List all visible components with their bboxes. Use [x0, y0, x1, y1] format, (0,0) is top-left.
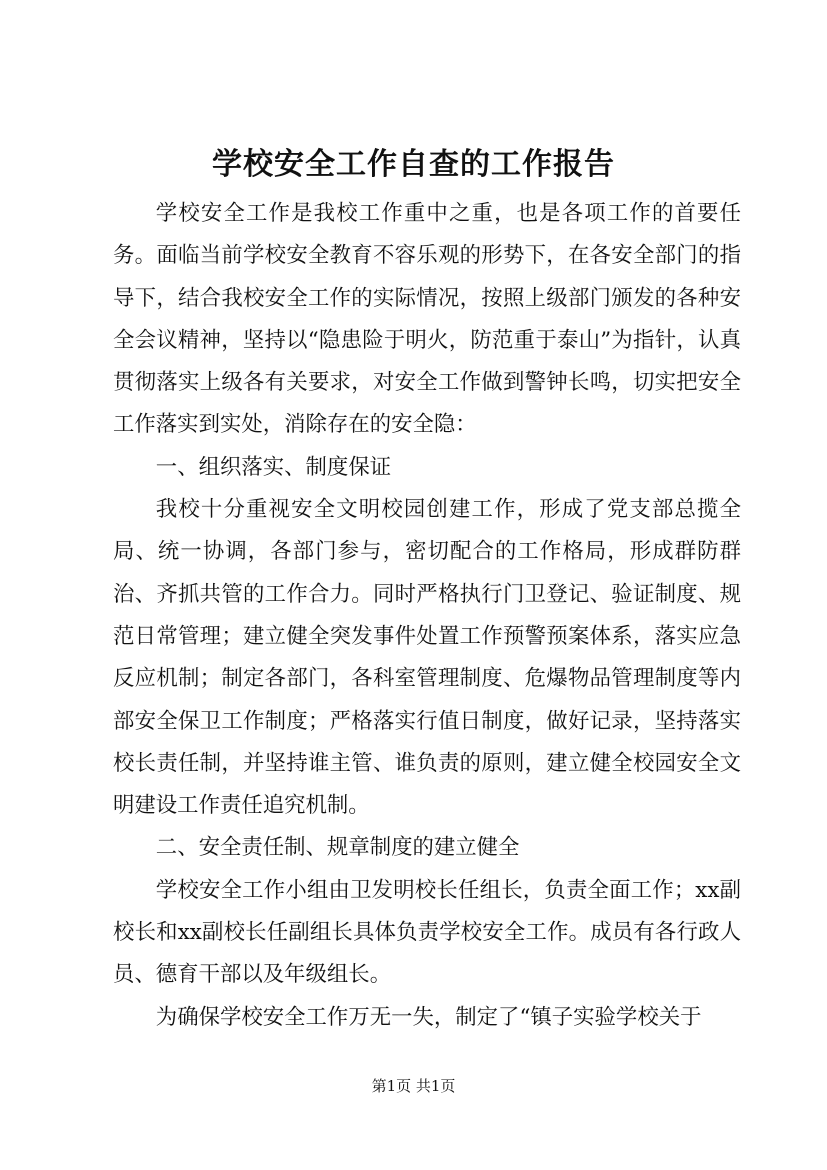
paragraph-section-1: 我校十分重视安全文明校园创建工作，形成了党支部总揽全局、统一协调，各部门参与，密切配合的工作格局，形成群防群治、齐抓共管的工作合力。同时严格执行门卫登记、验证制度、规范日常管理；建立健全突发事件处置工作预警预案体系，落实应急反应机制；制定各部门，各科室管理制度、危爆物品管理制度等内部安全保卫工作制度；严格落实行值日制度，做好记录，坚持落实校长责任制，并坚持谁主管、谁负责的原则，建立健全校园安全文明建设工作责任追究机制。 [113, 497, 741, 819]
paragraph-section-2-continued: 为确保学校安全工作万无一失，制定了“镇子实验学校关于 [155, 1004, 702, 1030]
document-title: 学校安全工作自查的工作报告 [212, 147, 615, 182]
paragraph-section-2: 学校安全工作小组由卫发明校长任组长，负责全面工作；xx副校长和xx副校长任副组长具体负责学校安全工作。成员有各行政人员、德育干部以及年级组长。 [113, 877, 741, 988]
section-heading-2: 二、安全责任制、规章制度的建立健全 [155, 835, 520, 861]
paragraph-intro: 学校安全工作是我校工作重中之重，也是各项工作的首要任务。面临当前学校安全教育不容乐观的形势下，在各安全部门的指导下，结合我校安全工作的实际情况，按照上级部门颁发的各种安全会议精神，坚持以“隐患险于明火，防范重于泰山”为指针，认真贯彻落实上级各有关要求，对安全工作做到警钟长鸣，切实把安全工作落实到实处，消除存在的安全隐： [113, 201, 741, 438]
section-heading-1: 一、组织落实、制度保证 [155, 454, 392, 480]
page-number-footer: 第1页 共1页 [371, 1077, 456, 1095]
document-body [113, 193, 741, 1039]
